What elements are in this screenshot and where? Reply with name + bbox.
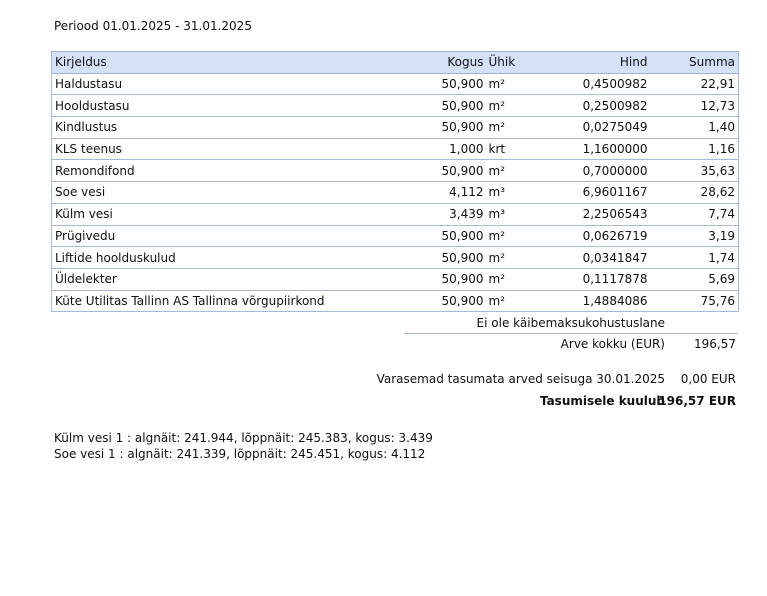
row-unit: m²: [486, 95, 550, 117]
amount-due-label: Tasumisele kuulub: [539, 394, 665, 408]
row-sum: 5,69: [650, 268, 739, 290]
row-unit: m²: [486, 225, 550, 247]
billing-period: Periood 01.01.2025 - 31.01.2025: [54, 19, 252, 33]
row-sum: 7,74: [650, 203, 739, 225]
row-sum: 3,19: [650, 225, 739, 247]
table-header-row: [52, 52, 739, 74]
row-unit: krt: [486, 138, 550, 160]
row-quantity: 1,000: [407, 138, 486, 160]
row-sum: 75,76: [650, 290, 739, 312]
row-price: 0,2500982: [550, 95, 650, 117]
row-sum: 12,73: [650, 95, 739, 117]
row-sum: 22,91: [650, 73, 739, 95]
row-price: 0,0341847: [550, 247, 650, 269]
previous-unpaid-label: Varasemad tasumata arved seisuga 30.01.2025: [376, 372, 665, 386]
row-quantity: 3,439: [407, 203, 486, 225]
previous-unpaid-value: 0,00 EUR: [680, 372, 736, 386]
row-description: Remondifond: [52, 160, 407, 182]
row-description: KLS teenus: [52, 138, 407, 160]
table-row: [52, 182, 739, 204]
table-row: [52, 225, 739, 247]
table-row: [52, 247, 739, 269]
vat-note: Ei ole käibemaksukohustuslane: [476, 316, 665, 330]
row-unit: m²: [486, 268, 550, 290]
row-description: Üldelekter: [52, 268, 407, 290]
row-quantity: 50,900: [407, 73, 486, 95]
table-row: [52, 290, 739, 312]
row-description: Hooldustasu: [52, 95, 407, 117]
row-unit: m³: [486, 203, 550, 225]
invoice-items-table: [51, 51, 739, 312]
row-price: 0,4500982: [550, 73, 650, 95]
table-row: [52, 268, 739, 290]
row-description: Prügivedu: [52, 225, 407, 247]
row-price: 0,0626719: [550, 225, 650, 247]
row-sum: 1,40: [650, 117, 739, 139]
row-unit: m²: [486, 160, 550, 182]
row-quantity: 50,900: [407, 117, 486, 139]
column-header-description: Kirjeldus: [52, 52, 407, 74]
table-row: [52, 95, 739, 117]
table-row: [52, 160, 739, 182]
row-description: Küte Utilitas Tallinn AS Tallinna võrgupiirkond: [52, 290, 407, 312]
row-quantity: 50,900: [407, 95, 486, 117]
row-price: 0,1117878: [550, 268, 650, 290]
table-row: [52, 203, 739, 225]
row-description: Külm vesi: [52, 203, 407, 225]
invoice-total-label: Arve kokku (EUR): [560, 337, 665, 351]
row-sum: 35,63: [650, 160, 739, 182]
row-description: Soe vesi: [52, 182, 407, 204]
row-quantity: 50,900: [407, 268, 486, 290]
column-header-quantity: Kogus: [407, 52, 486, 74]
column-header-sum: Summa: [650, 52, 739, 74]
row-quantity: 50,900: [407, 290, 486, 312]
row-quantity: 50,900: [407, 160, 486, 182]
row-price: 1,1600000: [550, 138, 650, 160]
row-price: 0,0275049: [550, 117, 650, 139]
row-price: 6,9601167: [550, 182, 650, 204]
column-header-unit: Ühik: [486, 52, 550, 74]
row-price: 0,7000000: [550, 160, 650, 182]
meter-reading-hot-water: Soe vesi 1 : algnäit: 241.339, lõppnäit: 245.451, kogus: 4.112: [54, 447, 426, 461]
row-quantity: 4,112: [407, 182, 486, 204]
row-unit: m²: [486, 117, 550, 139]
amount-due-value: 196,57 EUR: [658, 394, 736, 408]
meter-reading-cold-water: Külm vesi 1 : algnäit: 241.944, lõppnäit: 245.383, kogus: 3.439: [54, 431, 433, 445]
row-price: 1,4884086: [550, 290, 650, 312]
row-sum: 1,74: [650, 247, 739, 269]
row-description: Liftide hoolduskulud: [52, 247, 407, 269]
table-row: [52, 138, 739, 160]
row-unit: m²: [486, 73, 550, 95]
row-unit: m³: [486, 182, 550, 204]
total-divider: [404, 333, 738, 334]
table-row: [52, 117, 739, 139]
row-description: Kindlustus: [52, 117, 407, 139]
invoice-total-value: 196,57: [694, 337, 736, 351]
column-header-price: Hind: [550, 52, 650, 74]
row-unit: m²: [486, 290, 550, 312]
row-description: Haldustasu: [52, 73, 407, 95]
row-price: 2,2506543: [550, 203, 650, 225]
row-quantity: 50,900: [407, 225, 486, 247]
row-unit: m²: [486, 247, 550, 269]
row-sum: 1,16: [650, 138, 739, 160]
table-row: [52, 73, 739, 95]
row-sum: 28,62: [650, 182, 739, 204]
row-quantity: 50,900: [407, 247, 486, 269]
